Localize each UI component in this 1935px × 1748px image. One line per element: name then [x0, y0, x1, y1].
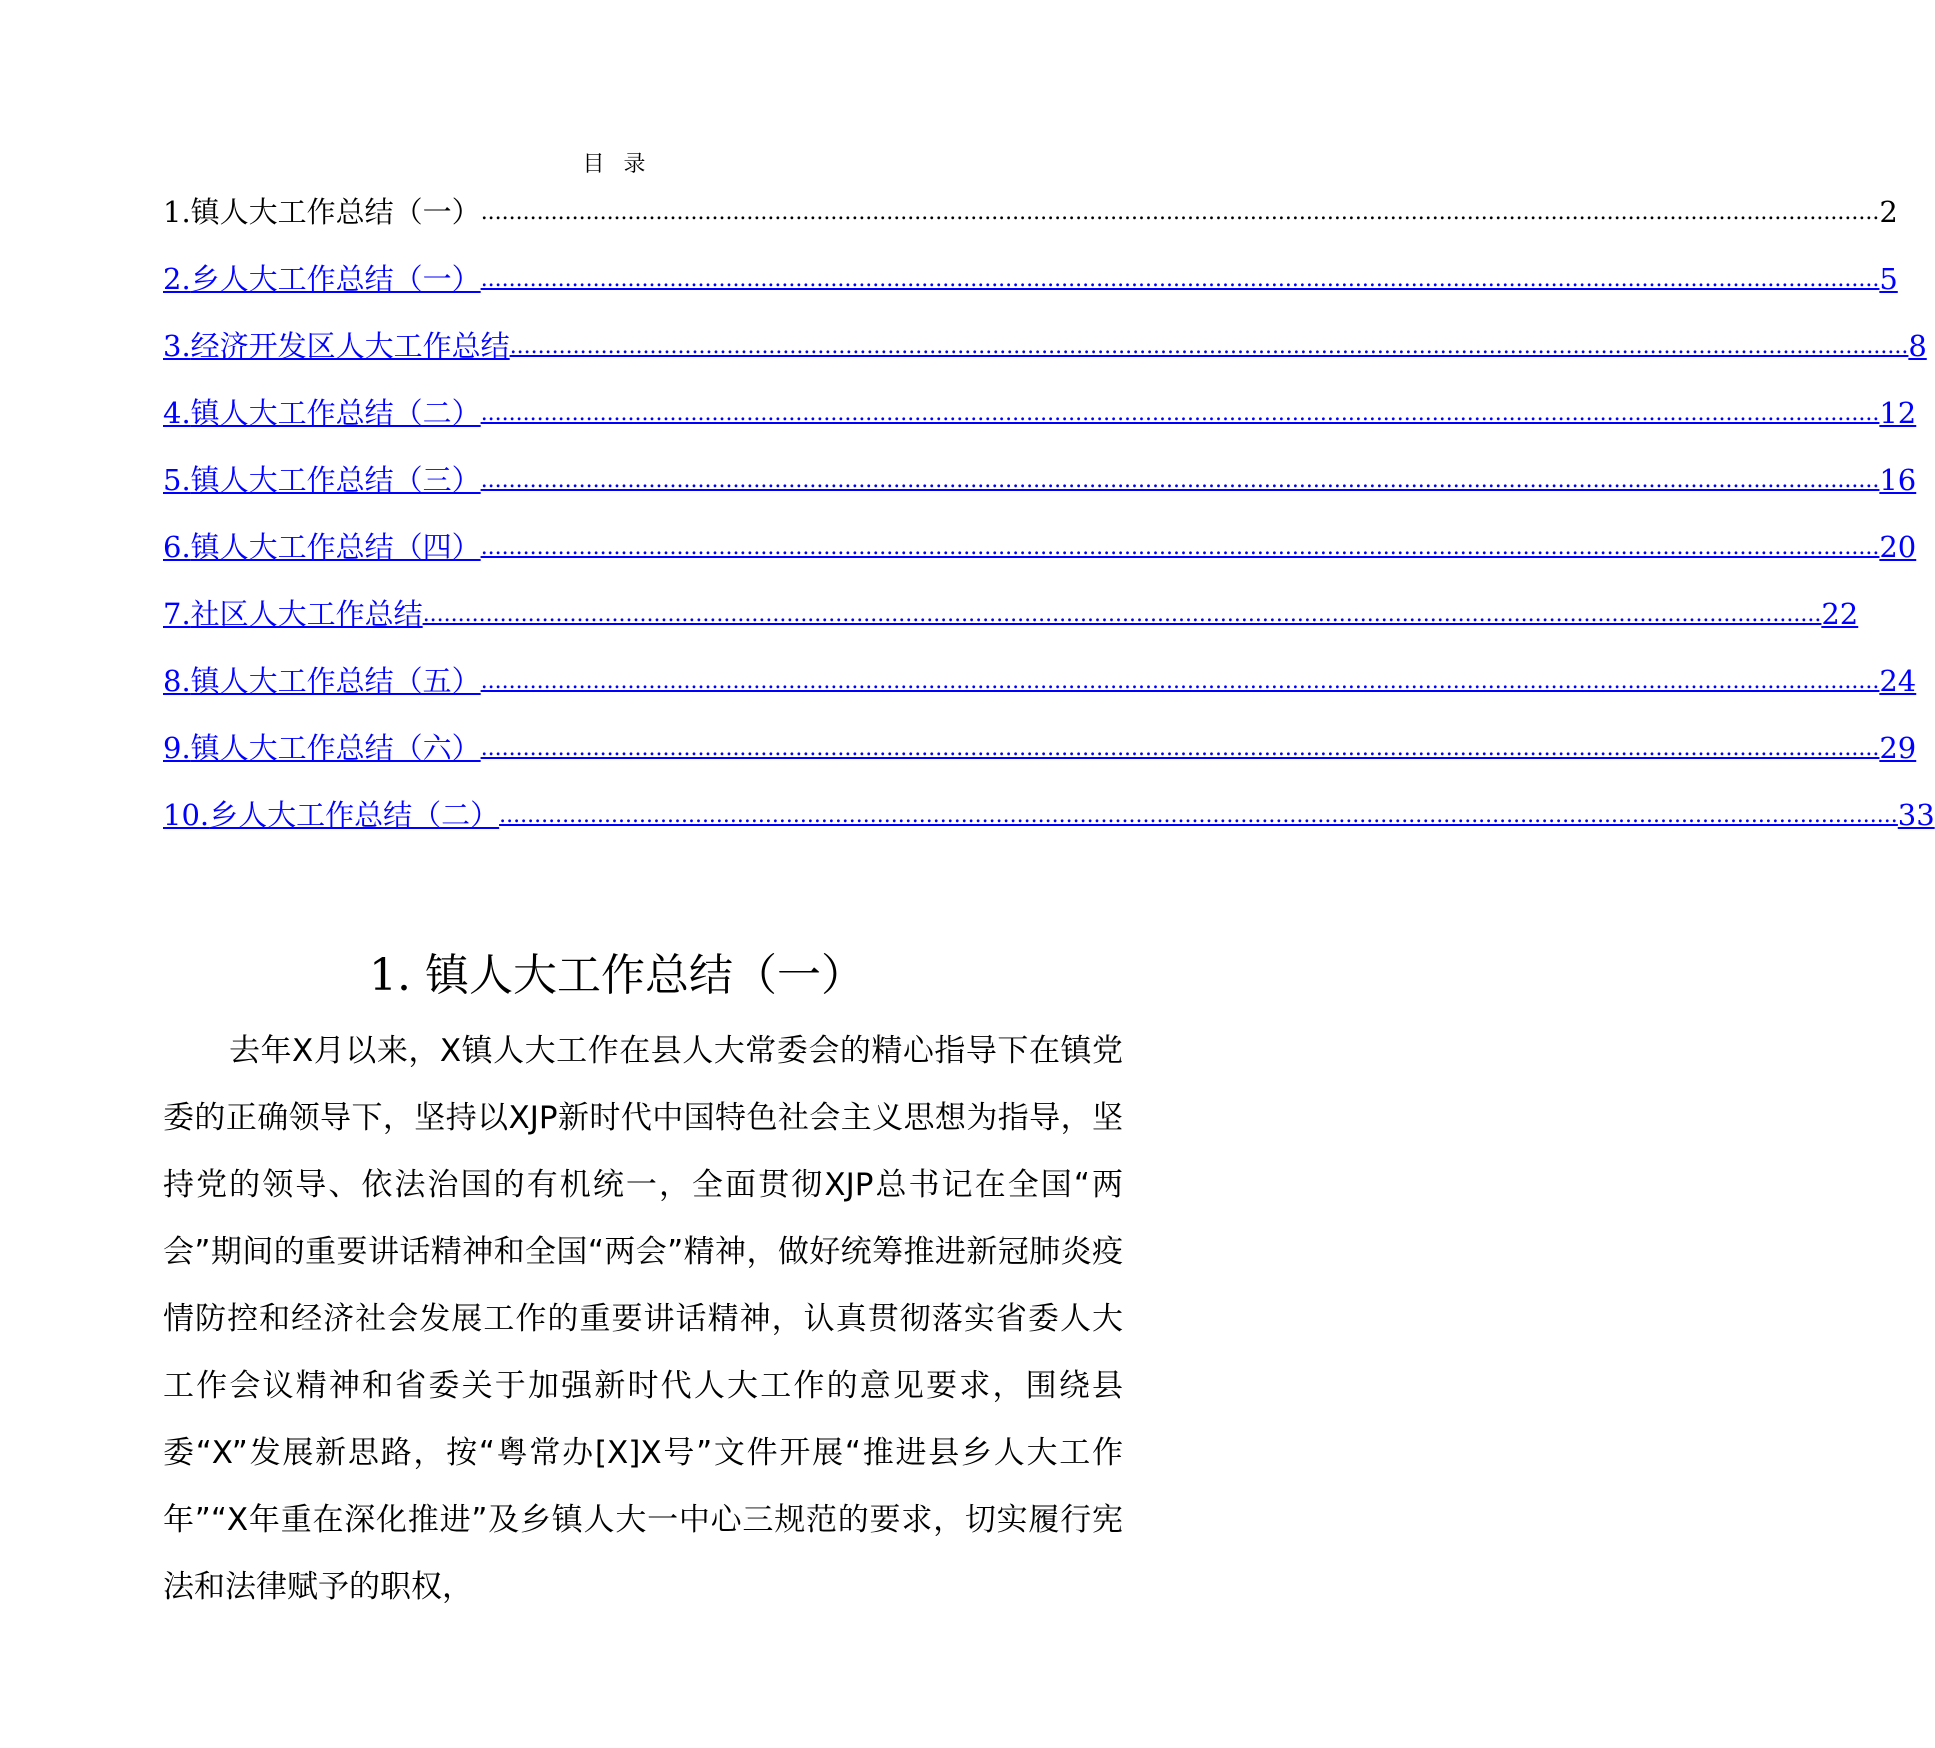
toc-item-title: 镇人大工作总结（二）	[190, 396, 481, 430]
toc-item-number: 2.	[163, 262, 191, 296]
toc-leader-dots: ........................................................................................................................................................................................................	[509, 334, 1909, 359]
toc-item-8[interactable]	[163, 657, 1917, 701]
toc-item-page: 2	[1879, 195, 1898, 229]
toc-item-number: 5.	[163, 463, 191, 497]
toc-item-5[interactable]	[163, 456, 1917, 500]
toc-leader-dots: ........................................................................................................................................................................................................	[480, 535, 1880, 560]
toc-leader-dots: ........................................................................................................................................................................................................	[499, 803, 1898, 828]
toc-item-number: 10.	[163, 798, 210, 832]
toc-item-page: 29	[1879, 731, 1917, 765]
toc-item-number: 9.	[163, 731, 191, 765]
toc-item-number: 8.	[163, 664, 191, 698]
toc-leader-dots: ........................................................................................................................................................................................................	[480, 736, 1880, 761]
toc-item-title: 镇人大工作总结（六）	[190, 731, 481, 765]
toc-item-title: 镇人大工作总结（五）	[190, 664, 481, 698]
toc-leader-dots: ........................................................................................................................................................................................................	[480, 200, 1880, 225]
toc-item-page: 22	[1821, 597, 1859, 631]
section-title	[0, 946, 1234, 1006]
toc-item-1	[163, 188, 1898, 232]
toc-item-title: 镇人大工作总结（三）	[190, 463, 481, 497]
toc-item-title: 镇人大工作总结（四）	[190, 530, 481, 564]
toc-item-page: 33	[1897, 798, 1935, 832]
toc-item-number: 6.	[163, 530, 191, 564]
body-paragraph: 去年X月以来，X镇人大工作在县人大常委会的精心指导下在镇党委的正确领导下，坚持以XJP新时代中国特色社会主义思想为指导，坚持党的领导、依法治国的有机统一，全面贯彻XJP总书记在全国“两会”期间的重要讲话精神和全国“两会”精神，做好统筹推进新冠肺炎疫情防控和经济社会发展工作的重要讲话精神，认真贯彻落实省委人大工作会议精神和省委关于加强新时代人大工作的意见要求，围绕县委“X”发展新思路，按“粤常办[X]X号”文件开展“推进县乡人大工作年”“X年重在深化推进”及乡镇人大一中心三规范的要求，切实履行宪法和法律赋予的职权，	[163, 1033, 1123, 1605]
toc-item-page: 16	[1879, 463, 1917, 497]
toc-leader-dots: ........................................................................................................................................................................................................	[422, 602, 1822, 627]
section-number: 1.	[369, 950, 411, 1001]
toc-item-3[interactable]	[163, 322, 1927, 366]
toc-item-10[interactable]	[163, 791, 1935, 835]
toc-item-title: 乡人大工作总结（一）	[190, 262, 481, 296]
toc-item-title: 经济开发区人大工作总结	[190, 329, 510, 363]
toc-item-page: 24	[1879, 664, 1917, 698]
toc-item-4[interactable]	[163, 389, 1917, 433]
toc-item-page: 8	[1908, 329, 1927, 363]
toc-item-6[interactable]	[163, 523, 1917, 567]
toc-item-page: 12	[1879, 396, 1917, 430]
toc-item-number: 3.	[163, 329, 191, 363]
toc-leader-dots: ........................................................................................................................................................................................................	[480, 468, 1880, 493]
toc-item-title: 镇人大工作总结（一）	[190, 195, 481, 229]
toc-item-9[interactable]	[163, 724, 1917, 768]
toc-item-number: 4.	[163, 396, 191, 430]
section-title-text: 镇人大工作总结（一）	[424, 950, 865, 1001]
toc-item-title: 社区人大工作总结	[190, 597, 423, 631]
toc-item-7[interactable]	[163, 590, 1859, 634]
toc-leader-dots: ........................................................................................................................................................................................................	[480, 669, 1880, 694]
toc-leader-dots: ........................................................................................................................................................................................................	[480, 401, 1880, 426]
toc-item-page: 5	[1879, 262, 1898, 296]
toc-item-page: 20	[1879, 530, 1917, 564]
toc-item-number: 7.	[163, 597, 191, 631]
toc-item-number: 1.	[163, 195, 191, 229]
toc-item-2[interactable]	[163, 255, 1898, 299]
toc-item-title: 乡人大工作总结（二）	[209, 798, 500, 832]
toc-leader-dots: ........................................................................................................................................................................................................	[480, 267, 1880, 292]
toc-heading: 目 录	[582, 152, 652, 177]
